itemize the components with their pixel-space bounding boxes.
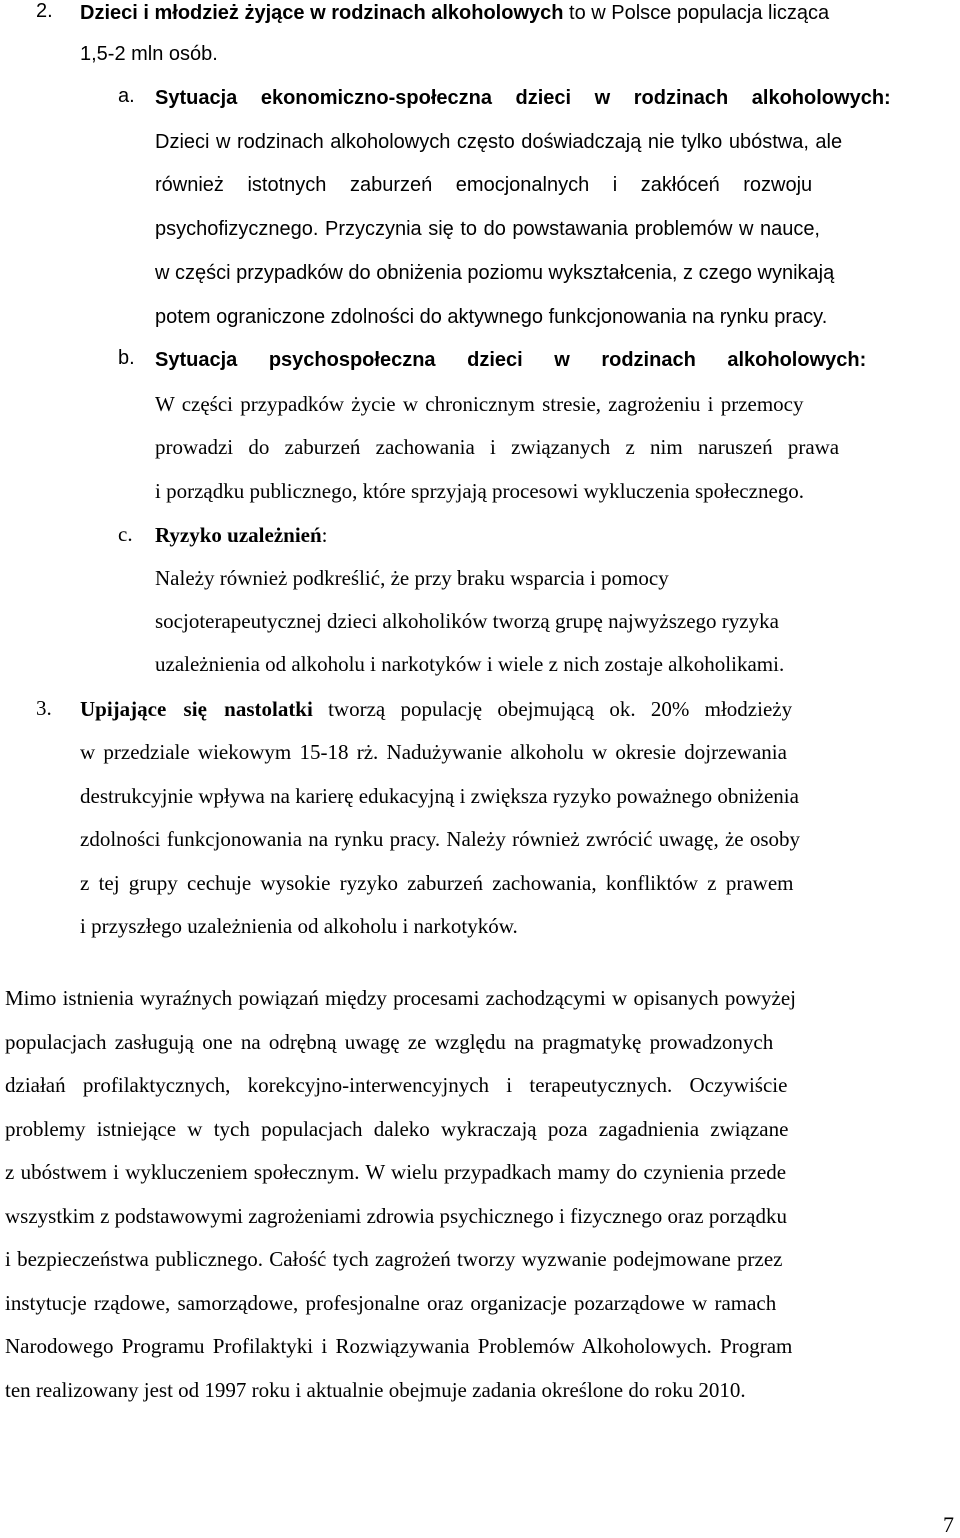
- item-3-heading: Upijające się nastolatki: [80, 697, 313, 721]
- item-b-line-3: i porządku publicznego, które sprzyjają procesowi wykluczenia społecznego.: [155, 479, 805, 503]
- item-2-rest: to w Polsce populacja licząca: [563, 2, 830, 24]
- item-a-line-2: również istotnych zaburzeń emocjonalnych i zakłóceń rozwoju: [155, 174, 813, 196]
- paragraph-line-6: wszystkim z podstawowymi zagrożeniami zdrowia psychicznego i fizycznego oraz porządku: [5, 1204, 787, 1228]
- item-c-line-3: uzależnienia od alkoholu i narkotyków i wiele z nich zostaje alkoholikami.: [155, 652, 785, 676]
- item-2-line-2: 1,5-2 mln osób.: [80, 43, 218, 65]
- item-a-line-1: Dzieci w rodzinach alkoholowych często doświadczają nie tylko ubóstwa, ale: [155, 131, 843, 153]
- item-a-line-5: potem ograniczone zdolności do aktywnego funkcjonowania na rynku pracy.: [155, 306, 828, 328]
- item-a-line-4: w części przypadków do obniżenia poziomu wykształcenia, z czego wynikają: [155, 262, 835, 284]
- item-a-letter: a.: [118, 85, 135, 107]
- item-a-heading: [155, 85, 956, 111]
- item-c-heading-line: [155, 522, 328, 548]
- paragraph-line-7: i bezpieczeństwa publicznego. Całość tych zagrożeń tworzy wyzwanie podejmowane przez: [5, 1247, 783, 1271]
- item-3-line-2: w przedziale wiekowym 15-18 rż. Nadużywanie alkoholu w okresie dojrzewania: [80, 740, 787, 764]
- item-c-heading: Ryzyko uzależnień: [155, 523, 322, 547]
- item-3-line-3: destrukcyjnie wpływa na karierę edukacyjną i zwiększa ryzyko poważnego obniżenia: [80, 784, 799, 808]
- paragraph-line-3: działań profilaktycznych, korekcyjno-interwencyjnych i terapeutycznych. Oczywiście: [5, 1073, 788, 1097]
- item-3-number: 3.: [36, 696, 52, 720]
- item-b-line-2: prowadzi do zaburzeń zachowania i związanych z nim naruszeń prawa: [155, 435, 840, 459]
- page-number: 7: [943, 1512, 954, 1537]
- paragraph-line-9: Narodowego Programu Profilaktyki i Rozwiązywania Problemów Alkoholowych. Program: [5, 1334, 793, 1358]
- item-b-letter: b.: [118, 347, 135, 369]
- item-2-heading: Dzieci i młodzież żyjące w rodzinach alkoholowych: [80, 2, 564, 24]
- paragraph-line-4: problemy istniejące w tych populacjach daleko wykraczają poza zagadnienia związane: [5, 1117, 789, 1141]
- paragraph-line-2: populacjach zasługują one na odrębną uwagę ze względu na pragmatykę prowadzonych: [5, 1030, 774, 1054]
- item-c-colon: :: [321, 523, 328, 547]
- item-c-line-1: Należy również podkreślić, że przy braku wsparcia i pomocy: [155, 566, 669, 590]
- item-3-rest: tworzą populację obejmującą ok. 20% młodzieży: [312, 697, 793, 721]
- paragraph-line-10: ten realizowany jest od 1997 roku i aktualnie obejmuje zadania określone do roku 2010.: [5, 1378, 746, 1402]
- item-3-line-5: z tej grupy cechuje wysokie ryzyko zaburzeń zachowania, konfliktów z prawem: [80, 871, 794, 895]
- item-b-line-1: W części przypadków życie w chronicznym stresie, zagrożeniu i przemocy: [155, 392, 804, 416]
- paragraph-line-8: instytucje rządowe, samorządowe, profesjonalne oraz organizacje pozarządowe w ramach: [5, 1291, 777, 1315]
- paragraph-line-5: z ubóstwem i wykluczeniem społecznym. W wielu przypadkach mamy do czynienia przede: [5, 1160, 787, 1184]
- item-2-line-1: [80, 0, 956, 26]
- item-a-line-3: psychofizycznego. Przyczynia się to do powstawania problemów w nauce,: [155, 218, 820, 240]
- item-3-line-1: [80, 696, 956, 722]
- item-3-line-4: zdolności funkcjonowania na rynku pracy. Należy również zwrócić uwagę, że osoby: [80, 827, 801, 851]
- item-a-heading-text: Sytuacja ekonomiczno-społeczna dzieci w rodzinach alkoholowych:: [155, 87, 891, 109]
- item-2-number: 2.: [36, 0, 53, 22]
- item-c-line-2: socjoterapeutycznej dzieci alkoholików tworzą grupę najwyższego ryzyka: [155, 609, 779, 633]
- item-3-line-6: i przyszłego uzależnienia od alkoholu i narkotyków.: [80, 914, 518, 938]
- item-c-letter: c.: [118, 522, 133, 546]
- paragraph-line-1: Mimo istnienia wyraźnych powiązań między procesami zachodzącymi w opisanych powyżej: [5, 986, 796, 1010]
- item-b-heading: Sytuacja psychospołeczna dzieci w rodzinach alkoholowych:: [155, 349, 867, 371]
